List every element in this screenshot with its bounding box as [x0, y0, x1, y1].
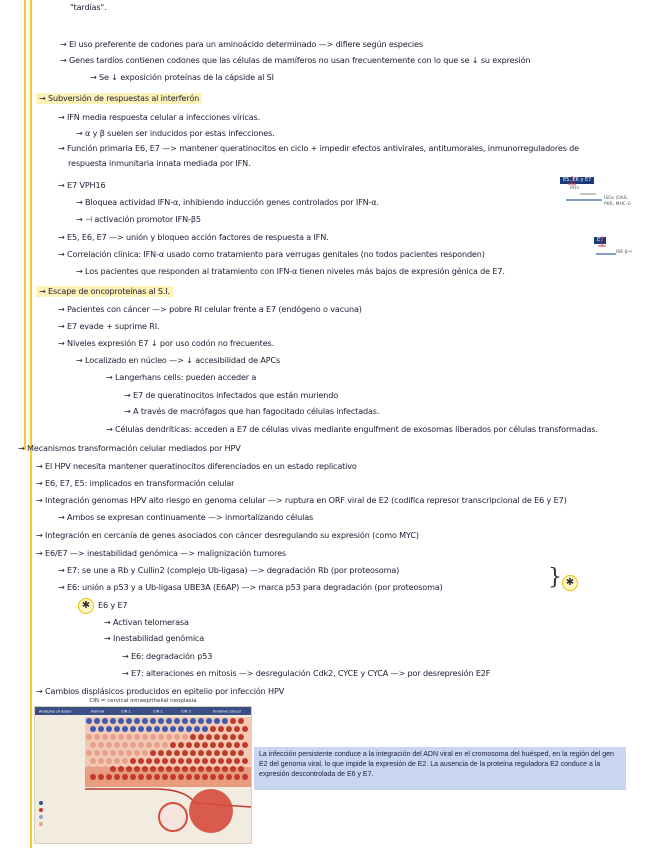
epithelial-cell: [186, 774, 192, 780]
epithelial-cell: [158, 734, 164, 740]
epithelial-cell: [206, 734, 212, 740]
margin-line-inner: [24, 0, 26, 450]
epithelial-cell: [198, 734, 204, 740]
epithelial-cell: [170, 726, 176, 732]
epithelial-cell: [166, 734, 172, 740]
epithelial-cell: [238, 750, 244, 756]
epithelial-cell: [150, 766, 156, 772]
epithelial-cell: [170, 774, 176, 780]
epithelial-cell: [102, 750, 108, 756]
figure-interferon-block: [560, 166, 630, 212]
epithelial-cell: [138, 758, 144, 764]
star-marker-1: ✱: [562, 575, 578, 591]
figure-header: E5, E6 y E7: [560, 177, 594, 184]
figure-label-isgs: ISGs (OAS, PKR, MHC-I): [604, 196, 631, 207]
note-line: → α y β suelen ser inducidos por estas infecciones.: [76, 128, 275, 138]
epithelial-cell: [134, 750, 140, 756]
note-line: → E7 evade + suprime RI.: [58, 321, 160, 331]
note-line: → Integración genomas HPV alto riesgo en genoma celular —> ruptura en ORF viral de E2 (codifica represor transcripcional de E6 y E7): [36, 495, 567, 505]
epithelial-cell: [110, 766, 116, 772]
epithelial-cell: [98, 758, 104, 764]
epithelial-cell: [138, 742, 144, 748]
note-line: → Activan telomerasa: [104, 617, 189, 627]
epithelial-cell: [134, 766, 140, 772]
epithelial-cell: [210, 726, 216, 732]
epithelial-cell: [142, 734, 148, 740]
epithelial-cell: [174, 718, 180, 724]
note-line: respuesta inmunitaria innata mediada por IFN.: [68, 158, 251, 168]
epithelial-cell: [186, 742, 192, 748]
epithelial-cell: [218, 774, 224, 780]
note-line: → Integración en cercanía de genes asociados con cáncer desregulando su expresión (como MYC): [36, 530, 419, 540]
epithelial-cell: [242, 774, 248, 780]
epithelial-cell: [226, 726, 232, 732]
epithelial-cell: [182, 750, 188, 756]
illustration-column-label: CIN 2: [153, 709, 163, 714]
summary-box: La infección persistente conduce a la integración del ADN viral en el cromosoma del huésped, en la región del gen E2 del genoma viral, lo que impide la expresión de E2. La ausencia de la proteína reguladora E2 conduce a la expresión descontrolada de E6 y E7.: [254, 747, 626, 790]
note-line: → Langerhans cells: pueden acceder a: [106, 372, 257, 382]
note-line: → Niveles expresión E7 ↓ por uso codón no frecuentes.: [58, 338, 275, 348]
note-line: → Subversión de respuestas al interferón: [36, 93, 202, 104]
epithelial-cell: [174, 734, 180, 740]
epithelial-cell: [206, 718, 212, 724]
illustration-column-label: Invasive cancer: [213, 709, 242, 714]
epithelial-cell: [218, 726, 224, 732]
epithelial-cell: [130, 742, 136, 748]
epithelial-cell: [154, 774, 160, 780]
epithelial-cell: [158, 750, 164, 756]
illustration-column-label: CIN 3: [181, 709, 191, 714]
epithelial-cell: [230, 766, 236, 772]
epithelial-cell: [162, 774, 168, 780]
epithelial-cell: [146, 774, 152, 780]
epithelial-cell: [106, 758, 112, 764]
epithelial-cell: [214, 750, 220, 756]
epithelial-cell: [178, 758, 184, 764]
epithelial-cell: [98, 742, 104, 748]
epithelial-cell: [154, 758, 160, 764]
figure-e7-ifnb: [594, 226, 634, 262]
epithelial-cell: [150, 734, 156, 740]
epithelial-cell: [242, 758, 248, 764]
epithelial-cell: [146, 726, 152, 732]
epithelial-cell: [214, 766, 220, 772]
epithelial-cell: [150, 750, 156, 756]
epithelial-cell: [150, 718, 156, 724]
note-line: → Función primaria E6, E7 —> mantener queratinocitos en ciclo + impedir efectos antivirales, antitumorales, inmunorreguladores de: [58, 143, 579, 153]
note-line: → Inestabilidad genómica: [104, 633, 205, 643]
note-line: → E6/E7 —> inestabilidad genómica —> malignización tumores: [36, 548, 286, 558]
note-line: → E7: se une a Rb y Cullin2 (complejo Ub-ligasa) —> degradación Rb (por proteosoma): [58, 565, 400, 575]
note-line: E6 y E7: [98, 600, 128, 610]
epithelial-cell: [122, 726, 128, 732]
epithelial-cell: [194, 758, 200, 764]
epithelial-cell: [226, 774, 232, 780]
epithelial-cell: [110, 734, 116, 740]
note-line: → Escape de oncoproteínas al S.I.: [36, 286, 173, 297]
epithelial-cell: [118, 766, 124, 772]
epithelial-cell: [98, 774, 104, 780]
epithelial-cell: [94, 718, 100, 724]
epithelial-cell: [90, 726, 96, 732]
epithelial-cell: [182, 766, 188, 772]
epithelial-cell: [190, 750, 196, 756]
epithelial-cell: [202, 726, 208, 732]
epithelial-cell: [222, 750, 228, 756]
note-line: → Localizado en núcleo —> ↓ accesibilidad de APCs: [76, 355, 281, 365]
epithelial-cell: [158, 718, 164, 724]
epithelial-cell: [94, 734, 100, 740]
epithelial-cell: [102, 734, 108, 740]
epithelial-cell: [86, 718, 92, 724]
epithelial-cell: [198, 750, 204, 756]
epithelial-cell: [214, 718, 220, 724]
note-line: → ⊣ activación promotor IFN-β5: [76, 214, 201, 224]
figure-e7-diagram: [594, 234, 634, 262]
epithelial-cell: [166, 718, 172, 724]
epithelial-cell: [178, 726, 184, 732]
epithelial-cell: [134, 718, 140, 724]
epithelial-cell: [158, 766, 164, 772]
epithelial-cell: [190, 718, 196, 724]
epithelial-cell: [178, 742, 184, 748]
epithelial-cell: [118, 734, 124, 740]
epithelial-cell: [162, 742, 168, 748]
epithelial-cell: [222, 718, 228, 724]
epithelial-cell: [126, 766, 132, 772]
epithelial-cell: [242, 742, 248, 748]
note-line: → IFN media respuesta celular a infecciones víricas.: [58, 112, 260, 122]
epithelial-cell: [106, 726, 112, 732]
brace-symbol: }: [548, 565, 562, 590]
note-line: → Pacientes con cáncer —> pobre RI celular frente a E7 (endógeno o vacuna): [58, 304, 362, 314]
epithelial-cell: [186, 726, 192, 732]
epithelial-cell: [198, 718, 204, 724]
epithelial-cell: [210, 774, 216, 780]
epithelial-cell: [114, 774, 120, 780]
note-line: → Células dendríticas: acceden a E7 de células vivas mediante engulfment de exosomas liberados por células transformadas.: [106, 424, 598, 434]
note-line: → El HPV necesita mantener queratinocitos diferenciados en un estado replicativo: [36, 461, 357, 471]
epithelial-cell: [218, 758, 224, 764]
epithelial-cell: [114, 742, 120, 748]
epithelial-cell: [106, 742, 112, 748]
illustration-caption: CIN = cervical intraepithelial neoplasia: [89, 698, 197, 704]
epithelial-cell: [142, 718, 148, 724]
figure-label-irfs: IRFs: [570, 186, 580, 191]
epithelial-cell: [174, 750, 180, 756]
note-line: → Correlación clínica: IFN-α usado como tratamiento para verrugas genitales (no todos pacientes responden): [58, 249, 485, 259]
epithelial-cell: [134, 734, 140, 740]
epithelial-cell: [86, 750, 92, 756]
note-line: → E5, E6, E7 —> unión y bloqueo acción factores de respuesta a IFN.: [58, 232, 329, 242]
epithelial-cell: [114, 758, 120, 764]
epithelial-cell: [110, 750, 116, 756]
epithelial-cell: [162, 726, 168, 732]
epithelial-cell: [202, 758, 208, 764]
epithelial-cell: [110, 718, 116, 724]
epithelial-cell: [118, 750, 124, 756]
cin-illustration: [34, 698, 252, 844]
epithelial-cell: [146, 758, 152, 764]
epithelial-cell: [226, 742, 232, 748]
note-line: → E6: unión a p53 y a Ub-ligasa UBE3A (E6AP) —> marca p53 para degradación (por proteosoma): [58, 582, 443, 592]
epithelial-cell: [118, 718, 124, 724]
illustration-column-label: CIN 1: [121, 709, 131, 714]
epithelial-cell: [218, 742, 224, 748]
illustration-column-label: Anatomy of lesion: [39, 709, 72, 714]
epithelial-cell: [190, 734, 196, 740]
epithelial-cell: [130, 758, 136, 764]
epithelial-cell: [198, 766, 204, 772]
epithelial-cell: [210, 758, 216, 764]
figure-header-e7: E7: [594, 237, 606, 244]
epithelial-cell: [154, 726, 160, 732]
note-line: → Bloquea actividad IFN-α, inhibiendo inducción genes controlados por IFN-α.: [76, 197, 379, 207]
epithelial-cell: [122, 758, 128, 764]
figure-label-infb: INF-β⊣: [616, 250, 632, 255]
epithelial-cell: [138, 726, 144, 732]
epithelial-cell: [138, 774, 144, 780]
epithelial-cell: [230, 718, 236, 724]
note-line: "tardías".: [70, 2, 107, 12]
epithelial-cell: [230, 734, 236, 740]
cin-diagram: [35, 707, 251, 843]
epithelial-cell: [234, 742, 240, 748]
epithelial-cell: [206, 766, 212, 772]
epithelial-cell: [194, 774, 200, 780]
epithelial-cell: [178, 774, 184, 780]
epithelial-cell: [174, 766, 180, 772]
note-line: → Genes tardíos contienen codones que las células de mamíferos no usan frecuentemente con lo que se ↓ su expresión: [60, 55, 531, 65]
epithelial-cell: [86, 766, 92, 772]
epithelial-cell: [94, 750, 100, 756]
note-line: → E7 de queratinocitos infectados que están muriendo: [124, 390, 339, 400]
margin-line: [30, 0, 32, 848]
note-line: → E6: degradación p53: [122, 651, 213, 661]
epithelial-cell: [162, 758, 168, 764]
note-line: → El uso preferente de codones para un aminoácido determinado —> difiere según especies: [60, 39, 423, 49]
epithelial-cell: [194, 742, 200, 748]
epithelial-cell: [186, 758, 192, 764]
epithelial-cell: [94, 766, 100, 772]
epithelial-cell: [90, 774, 96, 780]
epithelial-cell: [142, 750, 148, 756]
epithelial-cell: [126, 718, 132, 724]
note-line: → Los pacientes que responden al tratamiento con IFN-α tienen niveles más bajos de expresión génica de E7.: [76, 266, 505, 276]
epithelial-cell: [202, 774, 208, 780]
epithelial-cell: [90, 758, 96, 764]
illustration-column-label: Normal: [91, 709, 105, 714]
epithelial-cell: [182, 734, 188, 740]
epithelial-cell: [166, 766, 172, 772]
epithelial-cell: [222, 766, 228, 772]
epithelial-cell: [126, 734, 132, 740]
epithelial-cell: [130, 726, 136, 732]
epithelial-cell: [122, 742, 128, 748]
epithelial-cell: [102, 766, 108, 772]
note-line: → Se ↓ exposición proteínas de la cápside al SI: [90, 72, 274, 82]
epithelial-cell: [234, 758, 240, 764]
epithelial-cell: [230, 750, 236, 756]
note-line: → Ambos se expresan continuamente —> inmortalizando células: [58, 512, 314, 522]
epithelial-cell: [206, 750, 212, 756]
epithelial-cell: [142, 766, 148, 772]
epithelial-cell: [170, 758, 176, 764]
epithelial-cell: [130, 774, 136, 780]
epithelial-cell: [234, 774, 240, 780]
epithelial-cell: [166, 750, 172, 756]
epithelial-cell: [102, 718, 108, 724]
epithelial-cell: [210, 742, 216, 748]
epithelial-cell: [98, 726, 104, 732]
epithelial-cell: [238, 718, 244, 724]
epithelial-cell: [238, 766, 244, 772]
epithelial-cell: [86, 734, 92, 740]
epithelial-cell: [226, 758, 232, 764]
epithelial-cell: [106, 774, 112, 780]
note-line: → E7: alteraciones en mitosis —> desregulación Cdk2, CYCE y CYCA —> por desrepresión E2F: [122, 668, 491, 678]
note-line: → A través de macrófagos que han fagocitado células infectadas.: [124, 406, 380, 416]
epithelial-cell: [194, 726, 200, 732]
note-line: → Cambios displásicos producidos en epitelio por infección HPV: [36, 686, 285, 696]
epithelial-cell: [214, 734, 220, 740]
note-line: → E7 VPH16: [58, 180, 106, 190]
epithelial-cell: [170, 742, 176, 748]
epithelial-cell: [234, 726, 240, 732]
note-line: → E6, E7, E5: implicados en transformación celular: [36, 478, 235, 488]
epithelial-cell: [222, 734, 228, 740]
epithelial-cell: [90, 742, 96, 748]
epithelial-cell: [126, 750, 132, 756]
epithelial-cell: [182, 718, 188, 724]
epithelial-cell: [154, 742, 160, 748]
epithelial-cell: [114, 726, 120, 732]
epithelial-cell: [242, 726, 248, 732]
epithelial-cell: [190, 766, 196, 772]
epithelial-cell: [146, 742, 152, 748]
epithelial-cell: [122, 774, 128, 780]
note-line: → Mecanismos transformación celular mediados por HPV: [18, 443, 241, 453]
star-marker-2: ✱: [78, 598, 94, 614]
epithelial-cell: [238, 734, 244, 740]
epithelial-cell: [202, 742, 208, 748]
